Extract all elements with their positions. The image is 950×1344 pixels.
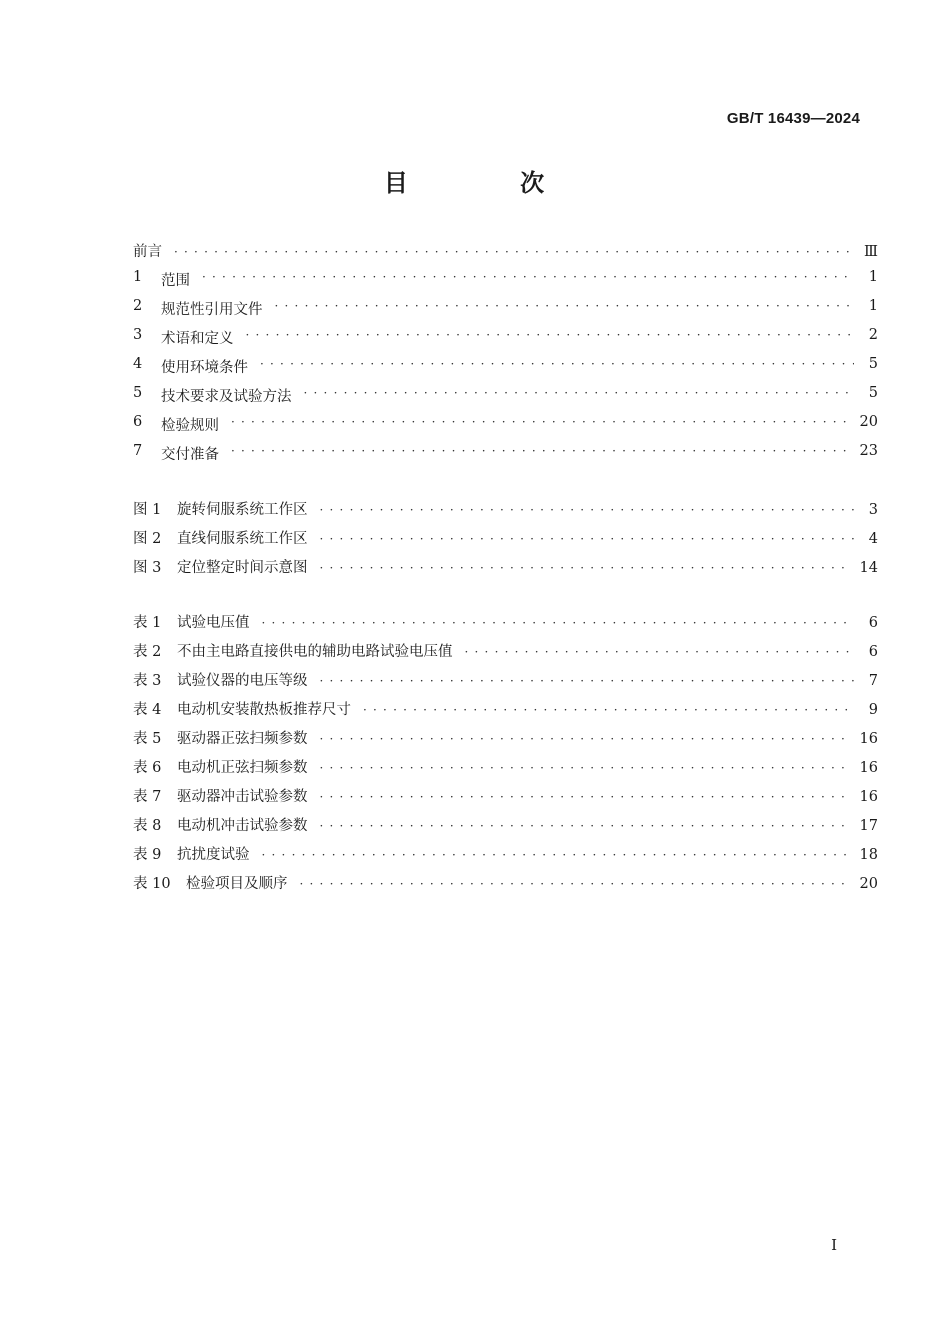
dot-leader (246, 328, 855, 342)
toc-entry-number: 表 4 (133, 702, 162, 718)
dot-leader (174, 245, 854, 259)
dot-leader (465, 645, 855, 659)
toc-entry-title: 驱动器正弦扫频参数 (177, 731, 308, 747)
standard-code: GB/T 16439—2024 (726, 110, 860, 127)
toc-entry-number: 7 (133, 443, 143, 459)
toc-entry-number: 表 9 (133, 847, 162, 863)
toc-entry-number: 1 (133, 269, 143, 285)
dot-leader (320, 503, 855, 517)
toc-entry-title: 驱动器冲击试验参数 (177, 789, 308, 805)
toc-entry-figure[interactable] (133, 556, 878, 585)
toc-entry-table[interactable] (133, 814, 878, 843)
toc-entry-page: 18 (859, 847, 878, 863)
toc-entry-number: 表 10 (133, 876, 171, 892)
toc-entry-page: 6 (868, 644, 878, 660)
page-number: Ⅰ (831, 1236, 837, 1254)
toc-entry-page: 6 (868, 615, 878, 631)
toc-entry-number: 5 (133, 385, 143, 401)
dot-leader (320, 532, 855, 546)
toc-entry-table[interactable] (133, 843, 878, 872)
dot-leader (320, 732, 850, 746)
toc-entry-section[interactable] (133, 414, 878, 443)
toc-entry-page: 1 (868, 298, 878, 314)
dot-leader (275, 299, 855, 313)
table-of-contents (133, 240, 878, 901)
toc-entry-title: 不由主电路直接供电的辅助电路试验电压值 (177, 644, 453, 660)
toc-entry-number: 3 (133, 327, 143, 343)
toc-entry-number: 表 8 (133, 818, 162, 834)
toc-entry-page: 14 (859, 560, 878, 576)
toc-figures (133, 498, 878, 585)
toc-entry-title: 电动机安装散热板推荐尺寸 (177, 702, 351, 718)
toc-entry-page: 16 (859, 760, 878, 776)
toc-entry-title: 规范性引用文件 (161, 302, 263, 318)
toc-entry-table[interactable] (133, 698, 878, 727)
toc-entry-section[interactable] (133, 443, 878, 472)
toc-entry-title: 前言 (133, 244, 162, 260)
toc-entry-number: 表 6 (133, 760, 162, 776)
toc-entry-page: 16 (859, 789, 878, 805)
dot-leader (231, 444, 850, 458)
toc-entry-table[interactable] (133, 872, 878, 901)
dot-leader (260, 357, 854, 371)
toc-entry-number: 表 5 (133, 731, 162, 747)
toc-entry-title: 使用环境条件 (161, 360, 248, 376)
toc-entry-title: 检验项目及顺序 (186, 876, 288, 892)
toc-entry-page: 20 (859, 414, 878, 430)
toc-entry-page: 2 (868, 327, 878, 343)
toc-entry-figure[interactable] (133, 498, 878, 527)
dot-leader (320, 790, 850, 804)
toc-entry-page: 1 (868, 269, 878, 285)
toc-entry-table[interactable] (133, 785, 878, 814)
toc-entry-section[interactable] (133, 385, 878, 414)
toc-entry-page: 7 (868, 673, 878, 689)
toc-entry-page: 20 (859, 876, 878, 892)
toc-entry-number: 6 (133, 414, 143, 430)
toc-sections (133, 240, 878, 472)
toc-entry-title: 直线伺服系统工作区 (177, 531, 308, 547)
toc-entry-title: 电动机正弦扫频参数 (177, 760, 308, 776)
toc-entry-page: 5 (868, 385, 878, 401)
toc-entry-title: 旋转伺服系统工作区 (177, 502, 308, 518)
dot-leader (262, 848, 850, 862)
toc-entry-number: 2 (133, 298, 143, 314)
toc-entry-title: 试验仪器的电压等级 (177, 673, 308, 689)
toc-entry-table[interactable] (133, 611, 878, 640)
toc-entry-page: 9 (868, 702, 878, 718)
dot-leader (363, 703, 854, 717)
toc-entry-figure[interactable] (133, 527, 878, 556)
toc-entry-title: 技术要求及试验方法 (161, 389, 292, 405)
page-title: 目 次 (383, 169, 597, 197)
toc-entry-page: Ⅲ (864, 244, 878, 260)
toc-entry-number: 4 (133, 356, 143, 372)
dot-leader (202, 270, 854, 284)
toc-entry-title: 试验电压值 (177, 615, 250, 631)
toc-entry-number: 表 2 (133, 644, 162, 660)
toc-entry-table[interactable] (133, 640, 878, 669)
toc-entry-page: 16 (859, 731, 878, 747)
toc-entry-page: 5 (868, 356, 878, 372)
toc-entry-number: 图 1 (133, 502, 162, 518)
toc-entry-title: 电动机冲击试验参数 (177, 818, 308, 834)
toc-entry-section[interactable] (133, 327, 878, 356)
dot-leader (320, 561, 850, 575)
dot-leader (300, 877, 850, 891)
toc-entry-section[interactable] (133, 356, 878, 385)
toc-entry-number: 表 1 (133, 615, 162, 631)
toc-entry-preface[interactable] (133, 240, 878, 269)
toc-entry-page: 4 (868, 531, 878, 547)
toc-entry-section[interactable] (133, 298, 878, 327)
dot-leader (304, 386, 855, 400)
toc-entry-number: 表 3 (133, 673, 162, 689)
toc-entry-page: 3 (868, 502, 878, 518)
dot-leader (262, 616, 855, 630)
toc-entry-title: 术语和定义 (161, 331, 234, 347)
toc-entry-table[interactable] (133, 756, 878, 785)
toc-entry-number: 表 7 (133, 789, 162, 805)
toc-entry-table[interactable] (133, 727, 878, 756)
toc-entry-title: 检验规则 (161, 418, 219, 434)
toc-entry-page: 23 (859, 443, 878, 459)
toc-entry-title: 范围 (161, 273, 190, 289)
dot-leader (320, 761, 850, 775)
toc-tables (133, 611, 878, 901)
toc-entry-title: 抗扰度试验 (177, 847, 250, 863)
dot-leader (320, 674, 855, 688)
toc-entry-title: 定位整定时间示意图 (177, 560, 308, 576)
dot-leader (231, 415, 850, 429)
toc-entry-number: 图 3 (133, 560, 162, 576)
toc-entry-title: 交付准备 (161, 447, 219, 463)
toc-entry-table[interactable] (133, 669, 878, 698)
dot-leader (320, 819, 850, 833)
toc-entry-section[interactable] (133, 269, 878, 298)
toc-entry-number: 图 2 (133, 531, 162, 547)
toc-entry-page: 17 (859, 818, 878, 834)
